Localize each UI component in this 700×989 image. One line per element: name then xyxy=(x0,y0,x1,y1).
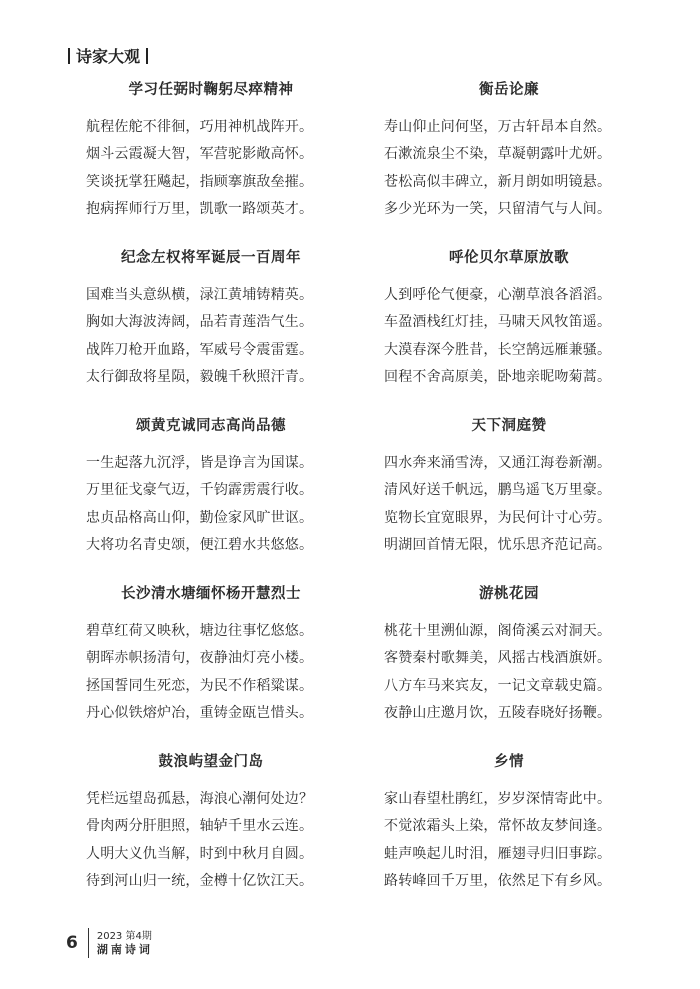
poem-line: 太行御敌将星陨，毅魄千秋照汗青。 xyxy=(86,368,314,385)
section-title: 诗家大观 xyxy=(76,47,141,66)
poem-title: 天下洞庭赞 xyxy=(471,417,547,434)
poem-title: 学习任弼时鞠躬尽瘁精神 xyxy=(128,81,294,98)
page-number: 6 xyxy=(66,933,78,953)
poem-line: 国难当头意纵横，渌江黄埔铸精英。 xyxy=(86,287,314,303)
poem-title: 游桃花园 xyxy=(479,585,539,602)
issue-year: 2023 xyxy=(96,931,123,942)
poem xyxy=(86,584,336,752)
poem-line: 抱病挥师行万里，凯歌一路颂英才。 xyxy=(86,200,314,217)
magazine-name: 湖南诗词 xyxy=(96,943,153,956)
poem-line: 寿山仰止问何坚，万古轩昂本自然。 xyxy=(384,119,612,135)
poem-line: 胸如大海波涛阔，品若青莲浩气生。 xyxy=(86,314,314,331)
poem-line: 四水奔来涌雪涛，又通江海卷新潮。 xyxy=(384,455,612,471)
poem-line: 人到呼伦气便豪，心潮草浪各滔滔。 xyxy=(384,287,612,303)
poem-line: 夜静山庄邀月饮，五陵春晓好扬鞭。 xyxy=(384,704,612,721)
poem-line: 一生起落九沉浮，皆是诤言为国谋。 xyxy=(86,455,314,471)
poem-line: 苍松高似丰碑立，新月朗如明镜悬。 xyxy=(384,173,612,190)
poem-title: 颂黄克诚同志高尚品德 xyxy=(136,417,286,434)
poem-line: 回程不舍高原美，卧地亲昵吻菊蒿。 xyxy=(384,368,612,385)
poem-line: 骨肉两分肝胆照，轴轳千里水云连。 xyxy=(86,818,314,835)
poem-line: 览物长宜宽眼界，为民何计寸心劳。 xyxy=(384,509,612,526)
poem-line: 清风好送千帆远，鹏鸟遥飞万里豪。 xyxy=(384,482,612,499)
left-column xyxy=(86,80,336,920)
poem xyxy=(86,752,336,920)
poem-line: 客赞秦村歌舞美，风摇古栈酒旗妍。 xyxy=(384,650,612,667)
poem-line: 大将功名青史颂，便江碧水共悠悠。 xyxy=(86,536,314,553)
poem xyxy=(86,416,336,584)
header-left-rule xyxy=(68,48,70,64)
poem-title: 衡岳论廉 xyxy=(479,81,539,98)
poem-line: 多少光环为一笑，只留清气与人间。 xyxy=(384,200,612,217)
poem-line: 不觉浓霜头上染，常怀故友梦间逢。 xyxy=(384,818,612,835)
poem-line: 万里征戈豪气迈，千钧霹雳震行收。 xyxy=(86,482,314,499)
poem-line: 凭栏远望岛孤悬，海浪心潮何处边？ xyxy=(86,791,314,807)
poem-line: 航程佐舵不徘徊，巧用神机战阵开。 xyxy=(86,119,314,135)
poem xyxy=(384,752,634,920)
poem-title: 纪念左权将军诞辰一百周年 xyxy=(121,249,301,266)
right-column xyxy=(384,80,634,920)
poem-line: 明湖回首情无限，忧乐思齐范记高。 xyxy=(384,536,612,553)
poem-line: 人明大义仇当解，时到中秋月自圆。 xyxy=(86,845,314,862)
poem-line: 忠贞品格高山仰，勤俭家风旷世讴。 xyxy=(86,509,314,526)
poem-title: 乡情 xyxy=(494,753,524,770)
poem xyxy=(384,248,634,416)
poem-line: 蛙声唤起儿时泪，雁翅寻归旧事踪。 xyxy=(384,845,612,862)
section-header xyxy=(68,44,148,67)
poem-line: 战阵刀枪开血路，军威号令震雷霆。 xyxy=(86,341,314,358)
poem-line: 笑谈抚掌狂飚起，指顾搴旗敌垒摧。 xyxy=(86,173,314,190)
poem xyxy=(86,248,336,416)
issue-number: 第4期 xyxy=(125,931,152,942)
poem-line: 朝晖赤帜扬清句，夜静油灯亮小楼。 xyxy=(86,650,314,667)
poem-title: 鼓浪屿望金门岛 xyxy=(158,753,264,770)
footer-divider xyxy=(88,928,89,958)
poem-line: 待到河山归一统，金樽十亿饮江天。 xyxy=(86,872,314,889)
header-right-rule xyxy=(146,48,148,64)
poem-line: 家山春望杜鹃红，岁岁深情寄此中。 xyxy=(384,791,612,807)
poem-line: 路转峰回千万里，依然足下有乡风。 xyxy=(384,872,612,889)
poem xyxy=(86,80,336,248)
poem-line: 车盈酒栈红灯挂，马啸天风牧笛遥。 xyxy=(384,314,612,331)
poem xyxy=(384,584,634,752)
poem-line: 拯国誓同生死恋，为民不作稻粱谋。 xyxy=(86,677,314,694)
poem-line: 烟斗云霞凝大智，军营驼影敞高怀。 xyxy=(86,146,314,163)
poem-line: 八方车马来宾友，一记文章载史篇。 xyxy=(384,677,612,694)
poem-title: 呼伦贝尔草原放歌 xyxy=(449,249,569,266)
poem-title: 长沙清水塘缅怀杨开慧烈士 xyxy=(121,585,301,602)
poem-line: 石漱流泉尘不染，草凝朝露叶尤妍。 xyxy=(384,146,612,163)
poem-line: 碧草红荷又映秋，塘边往事忆悠悠。 xyxy=(86,623,314,639)
poem-line: 桃花十里溯仙源，阁倚溪云对洞天。 xyxy=(384,623,612,639)
poem-line: 丹心似铁熔炉冶，重铸金瓯岂惜头。 xyxy=(86,704,314,721)
page-footer xyxy=(66,928,153,958)
poem xyxy=(384,80,634,248)
poem-line: 大漠春深今胜昔，长空鹄远雁兼骚。 xyxy=(384,341,612,358)
poem xyxy=(384,416,634,584)
issue-info xyxy=(97,930,153,956)
